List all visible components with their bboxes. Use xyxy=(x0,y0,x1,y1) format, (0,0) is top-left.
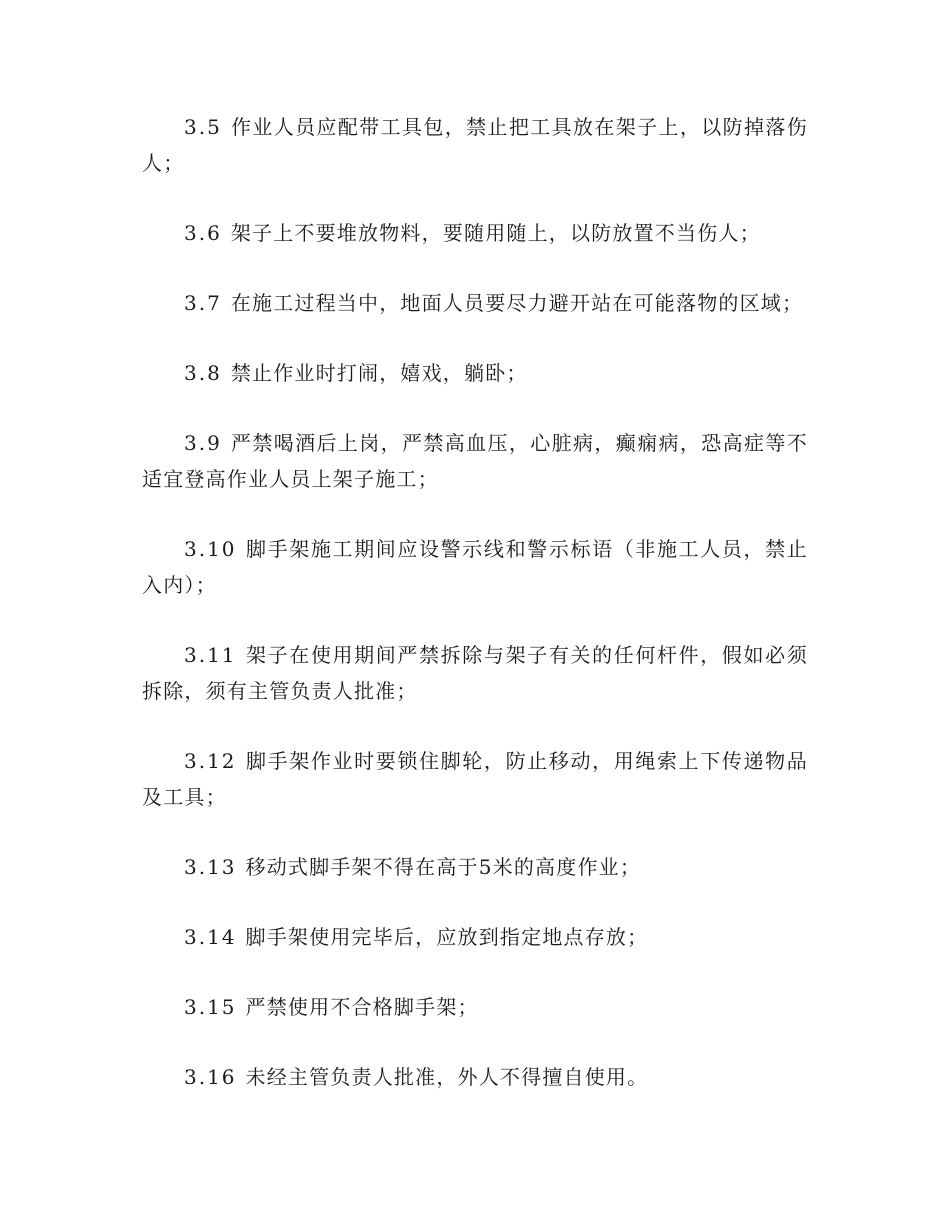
clause-3-7 xyxy=(142,285,808,321)
clause-text: 移动式脚手架不得在高于5米的高度作业； xyxy=(245,855,642,879)
clause-3-12 xyxy=(142,743,808,815)
clause-list xyxy=(142,109,808,1129)
clause-text: 禁止作业时打闹，嬉戏，躺卧； xyxy=(230,361,528,385)
clause-text: 架子上不要堆放物料，要随用随上，以防放置不当伤人； xyxy=(230,221,761,245)
clause-3-13 xyxy=(142,849,808,885)
clause-text: 严禁使用不合格脚手架； xyxy=(245,995,479,1019)
clause-3-6 xyxy=(142,215,808,251)
clause-3-5 xyxy=(142,109,808,181)
clause-3-11 xyxy=(142,637,808,709)
clause-text: 严禁喝酒后上岗，严禁高血压，心脏病，癫痫病，恐高症等不适宜登高作业人员上架子施工； xyxy=(142,431,808,491)
clause-3-10 xyxy=(142,531,808,603)
clause-number: 3.13 xyxy=(184,855,237,879)
clause-number: 3.9 xyxy=(184,431,222,455)
clause-number: 3.11 xyxy=(184,643,237,667)
clause-number: 3.6 xyxy=(184,221,222,245)
clause-text: 作业人员应配带工具包，禁止把工具放在架子上，以防掉落伤人； xyxy=(142,115,808,175)
clause-text: 脚手架作业时要锁住脚轮，防止移动，用绳索上下传递物品及工具； xyxy=(142,749,808,809)
clause-number: 3.15 xyxy=(184,995,237,1019)
clause-text: 未经主管负责人批准，外人不得擅自使用。 xyxy=(245,1065,649,1089)
clause-3-16 xyxy=(142,1059,808,1095)
clause-number: 3.8 xyxy=(184,361,222,385)
clause-number: 3.7 xyxy=(184,291,222,315)
clause-3-14 xyxy=(142,919,808,955)
clause-number: 3.16 xyxy=(184,1065,237,1089)
clause-text: 脚手架施工期间应设警示线和警示标语（非施工人员，禁止入内）； xyxy=(142,537,808,597)
clause-3-15 xyxy=(142,989,808,1025)
clause-number: 3.5 xyxy=(184,115,222,139)
clause-text: 脚手架使用完毕后，应放到指定地点存放； xyxy=(245,925,649,949)
clause-3-8 xyxy=(142,355,808,391)
clause-text: 架子在使用期间严禁拆除与架子有关的任何杆件，假如必须拆除，须有主管负责人批准； xyxy=(142,643,808,703)
clause-number: 3.10 xyxy=(184,537,237,561)
clause-text: 在施工过程当中，地面人员要尽力避开站在可能落物的区域； xyxy=(230,291,804,315)
clause-number: 3.12 xyxy=(184,749,237,773)
clause-number: 3.14 xyxy=(184,925,237,949)
clause-3-9 xyxy=(142,425,808,497)
